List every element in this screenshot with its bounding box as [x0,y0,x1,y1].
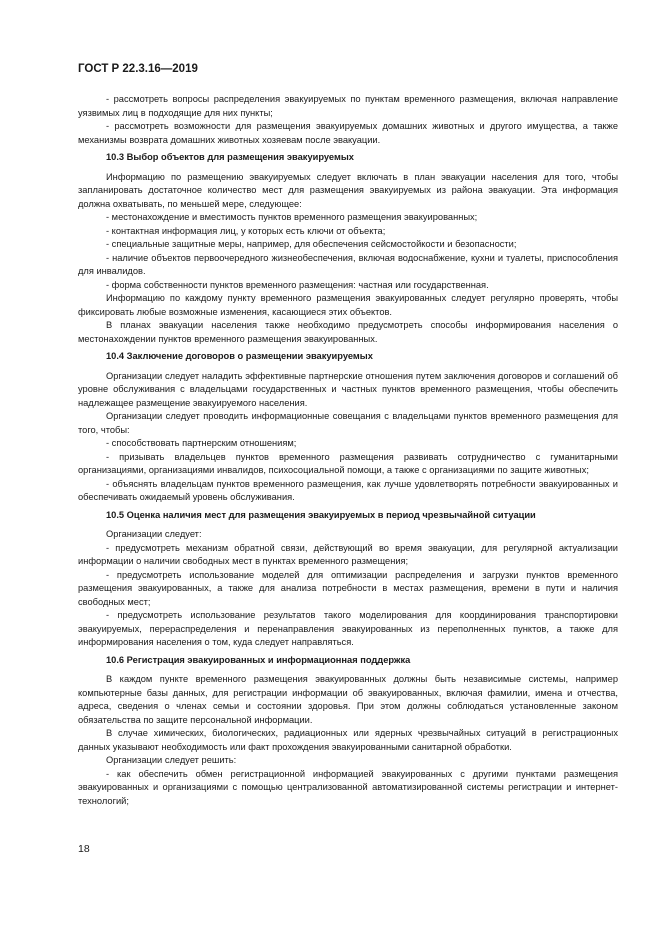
paragraph: В каждом пункте временного размещения эвакуированных должны быть независимые системы, например компьютерные базы данных, для регистрации информации об эвакуированных, включая фамилии, имена и отчества, адреса, сведения о членах семьи и состоянии здоровья. При этом должны соблюдаться установленные законом обязательства по защите персональной информации. [78,674,618,725]
paragraph: Организации следует наладить эффективные партнерские отношения путем заключения договоров и соглашений об уровне обслуживания с владельцами государственных и частных пунктов временного размещения, чтобы обеспечить надлежащее размещение эвакуируемого населения. [78,370,618,408]
paragraph: Информацию по размещению эвакуируемых следует включать в план эвакуации населения для того, чтобы запланировать достаточное количество мест для размещения эвакуируемых из района эвакуации. Эта информация должна охватывать, по меньшей мере, следующее: [78,171,618,209]
list-item: - контактная информация лиц, у которых есть ключи от объекта; [106,225,386,236]
list-item: - предусмотреть механизм обратной связи, действующий во время эвакуации, для регулярной актуализации информации о наличии свободных мест в пунктах временного размещения; [78,542,618,566]
page-number: 18 [78,843,90,855]
list-item: - рассмотреть возможности для размещения эвакуируемых домашних животных и другого имущества, а также механизмы возврата домашних животных хозяевам после эвакуации. [78,121,618,145]
section-heading-10-6: 10.6 Регистрация эвакуированных и информационная поддержка [106,654,411,665]
document-body [78,93,618,808]
list-item: - местонахождение и вместимость пунктов временного размещения эвакуированных; [106,212,478,222]
section-heading-10-3: 10.3 Выбор объектов для размещения эвакуируемых [106,152,354,162]
paragraph: Организации следует: [106,529,202,539]
list-item: - предусмотреть использование моделей для оптимизации распределения и загрузки пунктов временного размещения эвакуированных, а также для анализа потребности в местах размещения, времени в пути и наличия свободных мест; [78,569,618,607]
paragraph: Организации следует проводить информационные совещания с владельцами пунктов временного размещения для того, чтобы: [78,411,618,435]
list-item: - рассмотреть вопросы распределения эвакуируемых по пунктам временного размещения, включая направление уязвимых лиц в подходящие для них пункты; [78,94,618,118]
section-heading-10-4: 10.4 Заключение договоров о размещении эвакуируемых [106,351,373,361]
list-item: - форма собственности пунктов временного размещения: частная или государственная. [106,279,489,290]
list-item: - специальные защитные меры, например, для обеспечения сейсмостойкости и безопасности; [106,239,517,249]
section-heading-10-5: 10.5 Оценка наличия мест для размещения эвакуируемых в период чрезвычайной ситуации [106,509,536,520]
list-item: - призывать владельцев пунктов временного размещения развивать сотрудничество с гуманитарными организациями, организациями инвалидов, психосоциальной помощи, а также с организациями по защите животных; [78,451,618,475]
document-header: ГОСТ Р 22.3.16—2019 [78,63,198,75]
paragraph: В случае химических, биологических, радиационных или ядерных чрезвычайных ситуаций в регистрационных данных указывают необходимость или факт прохождения эвакуированными санитарной обработки. [78,728,618,752]
list-item: - способствовать партнерским отношениям; [106,438,297,448]
list-item: - как обеспечить обмен регистрационной информацией эвакуированных с другими пунктами размещения эвакуированных и организациями с помощью централизованной автоматизированной системы регистрации и интернет-технологий; [78,768,618,806]
paragraph: Информацию по каждому пункту временного размещения эвакуированных следует регулярно проверять, чтобы фиксировать любые возможные изменения, касающиеся этих объектов. [78,293,618,317]
paragraph: Организации следует решить: [106,755,237,765]
list-item: - предусмотреть использование результатов такого моделирования для координирования транспортировки эвакуируемых, перераспределения и перенаправления эвакуированных из переполненных пунктов, а также для информирования населения о том, куда следует направляться. [78,610,618,647]
list-item: - объяснять владельцам пунктов временного размещения, как лучше удовлетворять потребности эвакуированных и обеспечивать ожидаемый уровень обслуживания. [78,478,618,502]
list-item: - наличие объектов первоочередного жизнеобеспечения, включая водоснабжение, кухни и туалеты, приспособления для инвалидов. [78,252,618,276]
paragraph: В планах эвакуации населения также необходимо предусмотреть способы информирования населения о местонахождении пунктов временного размещения эвакуированных. [78,320,618,344]
